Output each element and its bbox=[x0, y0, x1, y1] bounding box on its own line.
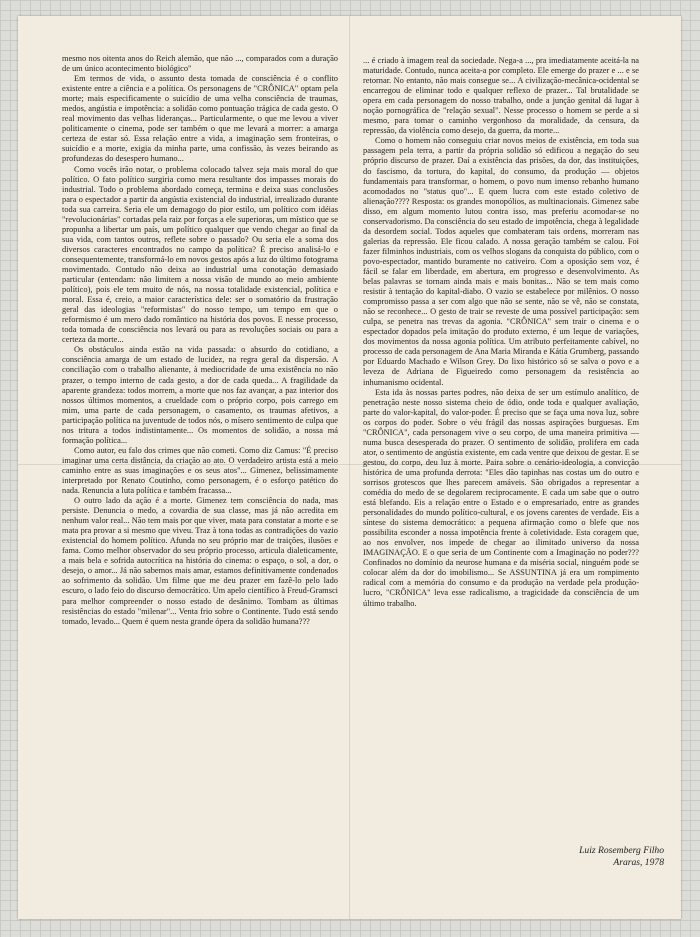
document-page bbox=[18, 16, 681, 919]
paragraph: Como autor, eu falo dos crimes que não cometi. Como diz Camus: "É preciso imaginar uma certa distância, da criação ao ato. O verdadeiro artista está a meio caminho entre as suas imaginações e os seus atos"... Gimenez, belissimamente interpretado por Renato Coutinho, como personagem, é o esforço patético do nada. Renuncia a luta política e também fracassa... bbox=[62, 445, 338, 496]
author-name: Luiz Rosemberg Filho bbox=[579, 845, 664, 856]
fold-crease-vertical bbox=[349, 16, 350, 919]
paragraph: Como o homem não conseguiu criar novos meios de existência, em toda sua passagem pela terra, a partir da própria solidão só edificou a negação do seu próprio discurso de prazer. Daí a existência das prisões, da dor, das instituições, do fascismo, da tortura, do kapital, do consumo, da produção — objetos fundamentais para transformar, o homem, o povo num imenso rebanho humano acomodados no "status quo"... E quem lucra com este estado coletivo de alienação???? Resposta: os grandes monopólios, as multinacionais. Gimenez sabe disso, em algum momento lutou contra isso, mas preferiu acomodar-se no conservadorismo. Da consciência do seu estado de impotência, chega à legalidade da desordem social. Todos aqueles que combateram tais ordens, morreram nas galerias da repressão. Ele ficou calado. A nossa geração também se calou. Foi fazer filminhos industriais, com os velhos slogans da conquista do público, com o povo-espectador, mantido buramente no cativeiro. Com a oposição sem voz, é fácil se falar em liberdade, em abertura, em progresso e desenvolvimento. As belas palavras se tornam ainda mais e mais bonitas... Não se tem mais como resistir à tentação do kapital-diabo. O vazio se estabelece por milênios. O nosso compromisso passa a ser com algo que não se sente, não se vê, não se constata, não se reconhece... O gesto de trair se reveste de uma possível participação: sem culpa, se penetra nas trevas da agonia. "CRÔNICA" sem trair o cinema e o espectador dopados pela imitação do produto externo, é um leque de variações, dos movimentos da nossa agonia política. Um atributo perfeitamente cabível, no processo de cada personagem de Ana Maria Miranda e Kátia Grumberg, passando por Eduardo Machado e Wilson Grey. Do lixo histórico só se salva o povo e a leveza de Adriana de Figueiredo como personagem da resistência ao inhumanismo ocidental. bbox=[363, 136, 639, 387]
paragraph: Os obstáculos ainda estão na vida passada: o absurdo do cotidiano, a consciência amarga de um estado de lucidez, na regra geral da dispersão. A conciliação com o trabalho alienante, à mediocridade de uma existência no não prazer, o tempo interno de cada gesto, a dor de cada queda... A fragilidade da aparente grandeza: todos morrem, a morte que nos faz avançar, a paz interior dos nossos últimos momentos, a crueldade com o próprio corpo, pois carrego em mim, uma parte de cada personagem, o casamento, os traumas afetivos, a participação política na juventude de todos nós, o mísero sentimento de culpa que nos tritura a todos indistintamente... Os momentos de solidão, a nossa má formação política... bbox=[62, 345, 338, 445]
paragraph: Esta ida às nossas partes podres, não deixa de ser um estímulo analítico, de penetração neste nosso sistema cheio de ódio, onde toda e qualquer avaliação, parte do valor-kapital, do valor-poder. É preciso que se faça uma nova luz, sobre os corpos do poder. Sobre o véu frágil das nossas aspirações burguesas. Em "CRÔNICA", cada personagem vive o seu corpo, de uma maneira primitiva — numa busca desesperada do prazer. O sentimento de solidão, prolifera em cada ator, o sentimento de angústia existente, em cada ventre que deixou de gestar. E se gestou, do corpo, deu luz à morte. Paira sobre o cenário-ideologia, a convicção histórica de uma profunda derrota: "Eles dão tapinhas nas costas um do outro e sorrisos grotescos que lhes parecem amáveis. São obrigados a representar a comédia do medo de se degolarem reciprocamente. E cada um sabe que o outro está blefando. Eis a relação entre o Estado e o empresariado, entre as grandes personalidades do mundo político-cultural, e os jovens carentes de verdade. Eis a síntese do sistema democrático: a pequena afirmação como o blefe que nos possibilita esconder a nossa impotência frente à coletividade. Esta coragem que, ao nos envolver, nos impede de chegar ao ilimitado universo da nossa IMAGINAÇÃO. E o que seria de um Continente com a Imaginação no poder??? Confinados no domínio da neurose humana e da miséria social, ninguém pode se colocar além da dor do imobilismo... Se ASSUNTINA já era um rompimento radical com a memória do consumo e da produção na verdade pela produção-lucro, "CRÔNICA" leva esse radicalismo, a tragicidade da consciência de um último trabalho. bbox=[363, 387, 639, 608]
right-text-column bbox=[363, 56, 639, 609]
left-text-column bbox=[62, 54, 338, 627]
paragraph: mesmo nos oitenta anos do Reich alemão, que não ..., comparados com a duração de um único acontecimento biológico" bbox=[62, 54, 338, 74]
paragraph: Como vocês irão notar, o problema colocado talvez seja mais moral do que político. O fato político surgiria como mera resultante dos impasses morais do industrial. Todo o problema abordado começa, termina e deixa suas conclusões para o espectador a partir da angústia existencial do industrial, irrealizado durante toda sua carreira. Seria ele um demagogo do pior estilo, um político com idéias "revolucionárias" cortadas pela raiz por forças a ele superioras, um místico que se propunha a libertar um país, um político qualquer que vendo chegar ao final da sua vida, com tantos outros, reflete sobre o passado? Ou seria ele a soma dos diversos caracteres encontrados no campo da política? É preciso analisá-lo e consequentemente, transformá-lo em novos gestos após a luz do último fotograma movimentado. Contudo não deixa ao industrial uma conotação demasiado particular (entendam: não limitem a nossa visão de mundo ao meio ambiente político), pois ele tem muito de nós, na nossa totalidade existencial, política e moral. Essa é, creio, a maior característica dele: ser o somatório da frustração geral das ideologias "reformistas" do nosso tempo, um tempo em que o reformismo é um mero dado romântico na história dos povos. E nesse processo, toda tomada de consciência nos levará ou para as revoluções sociais ou para a certeza da morte... bbox=[62, 164, 338, 345]
place-date: Araras, 1978 bbox=[613, 857, 664, 868]
paragraph: O outro lado da ação é a morte. Gimenez tem consciência do nada, mas persiste. Denuncia o medo, a covardia de sua classe, mas já não acredita em nenhum valor real... Não tem mais por que viver, mata para constatar a morte e se mata pra provar a si mesmo que viveu. Traz à tona todas as contradições do vazio existencial do homem político. Afunda no seu próprio mar de traições, ilusões e fama. Como melhor observador do seu próprio processo, articula dialeticamente, a mais bela e sofrida autocrítica na história do cinema: o espaço, o sol, a dor, o desejo, o amor... Já não sabemos mais amar, estamos definitivamente condenados ao sofrimento da solidão. Um filme que me deu prazer em fazê-lo pelo lado escuro, o lado feio do discurso democrático. Um apelo científico à Freud-Gramsci para melhor compreender o nosso estado de desânimo. Tombam as últimas resistências do estado "milenar"... Venta frio sobre o Continente. Tudo está sendo tomado, levado... Quem é quem nesta grande ópera da solidão humana??? bbox=[62, 496, 338, 626]
paragraph: Em termos de vida, o assunto desta tomada de consciência é o conflito existente entre a ciência e a política. Os personagens de "CRÔNICA" optam pela morte; mais especificamente o suicídio de uma velha consciência de traumas, medos, angústia e impotência: a solidão como pontuação trágica de cada gesto. O real movimento das velhas lideranças... Particularmente, o que me levou a viver politicamente o cinema, pode ser também o que me levará a morrer: a amarga certeza de estar só. Essa relação entre a vida, a imaginação sem fronteiras, o suicídio e a morte, exigia da minha parte, uma confissão, às vezes beirando as profundezas do desespero humano... bbox=[62, 74, 338, 164]
signature-block bbox=[579, 845, 664, 869]
paragraph: ... é criado à imagem real da sociedade. Nega-a ..., pra imediatamente aceitá-la na maturidade. Contudo, nunca aceita-a por completo. Ele emerge do prazer e ... e se retornar. No entanto, não mais consegue se... A civilização-mecânica-ocidental se encarregou de eliminar todo e qualquer reflexo de prazer... Tal brutalidade se opera em cada personagem do nosso trabalho, onde a junção genital dá lugar à noção pornográfica de "relação sexual". Nesse processo o homem se perde a si mesmo, para tomar o caminho vergonhoso da moralidade, da censura, da repressão, da violência como desejo, da guerra, da morte... bbox=[363, 56, 639, 136]
